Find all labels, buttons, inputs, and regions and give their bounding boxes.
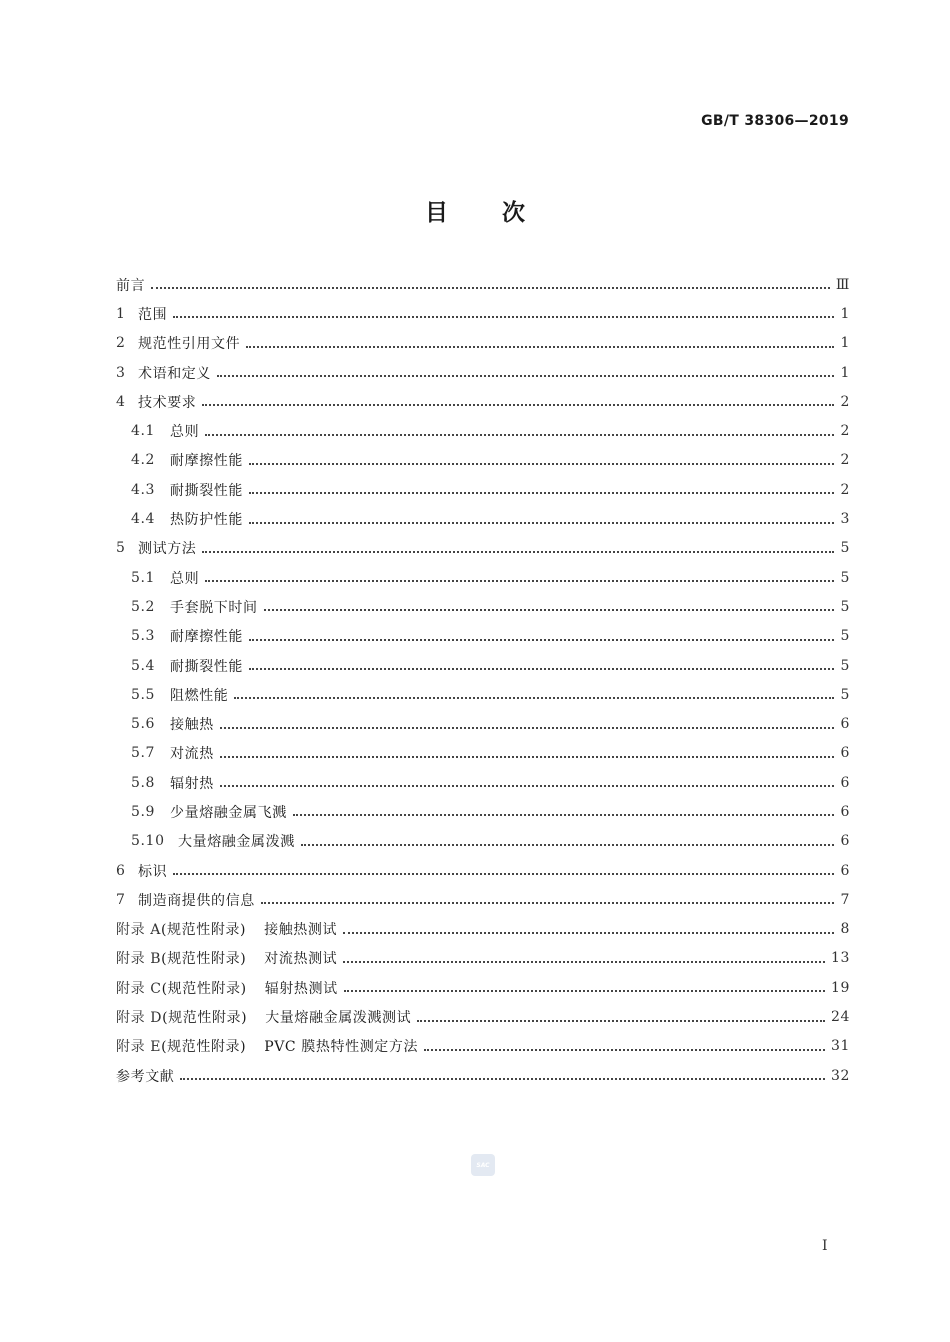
toc-entry-label: 制造商提供的信息 bbox=[138, 892, 255, 909]
toc-leader-dots bbox=[343, 960, 825, 963]
toc-entry-number: 5.4 bbox=[131, 657, 156, 674]
toc-entry-number: 4.2 bbox=[131, 452, 156, 469]
toc-entry-6[interactable] bbox=[116, 856, 850, 885]
toc-entry-5-3[interactable] bbox=[116, 622, 850, 651]
toc-entry-page: 2 bbox=[840, 423, 850, 440]
toc-entry-page: 13 bbox=[830, 950, 850, 967]
toc-entry-page: 2 bbox=[840, 393, 850, 410]
toc-entry-5-5[interactable] bbox=[116, 680, 850, 709]
toc-entry-number: 5.10 bbox=[131, 833, 165, 850]
toc-entry-label: 规范性引用文件 bbox=[138, 336, 241, 353]
toc-entry-label: 阻燃性能 bbox=[170, 687, 229, 704]
toc-entry-number: 5.9 bbox=[131, 803, 156, 820]
toc-entry-page: 1 bbox=[840, 364, 850, 381]
toc-leader-dots bbox=[261, 901, 835, 904]
toc-entry-number: 7 bbox=[116, 891, 126, 908]
toc-entry-label: PVC 膜热特性测定方法 bbox=[264, 1039, 419, 1056]
toc-leader-dots bbox=[173, 315, 834, 318]
toc-entry-number: 4.3 bbox=[131, 481, 156, 498]
toc-entry-number: 4.4 bbox=[131, 511, 156, 528]
toc-entry-number: 1 bbox=[116, 305, 126, 322]
toc-entry-page: 1 bbox=[840, 335, 850, 352]
toc-entry-label: 手套脱下时间 bbox=[170, 599, 258, 616]
page-title bbox=[0, 194, 950, 227]
toc-entry-4-4[interactable] bbox=[116, 504, 850, 533]
toc-entry-number: 3 bbox=[116, 364, 126, 381]
toc-leader-dots bbox=[220, 784, 835, 787]
toc-entry-page: 1 bbox=[840, 305, 850, 322]
page-title-char-1: 目 bbox=[425, 200, 448, 226]
toc-entry-label: 标识 bbox=[138, 863, 168, 880]
toc-entry-label: 耐摩擦性能 bbox=[170, 453, 243, 470]
toc-entry-4-2[interactable] bbox=[116, 446, 850, 475]
toc-leader-dots bbox=[246, 345, 834, 348]
toc-entry-page: 5 bbox=[840, 598, 850, 615]
toc-entry-page: 6 bbox=[840, 716, 850, 733]
toc-entry-page: 19 bbox=[830, 979, 850, 996]
toc-entry-page: 2 bbox=[840, 452, 850, 469]
toc-entry-5-7[interactable] bbox=[116, 739, 850, 768]
toc-entry-5-8[interactable] bbox=[116, 768, 850, 797]
toc-appendix-type: (规范性附录) bbox=[162, 1010, 248, 1027]
toc-entry-5-6[interactable] bbox=[116, 709, 850, 738]
toc-entry-number: 5.5 bbox=[131, 686, 156, 703]
toc-entry-4-1[interactable] bbox=[116, 416, 850, 445]
toc-entry-page: 5 bbox=[840, 569, 850, 586]
toc-entry-5-9[interactable] bbox=[116, 797, 850, 826]
toc-leader-dots bbox=[202, 403, 834, 406]
toc-entry-2[interactable] bbox=[116, 329, 850, 358]
toc-entry-number: 附录 A bbox=[116, 922, 161, 939]
toc-entry-number: 附录 B bbox=[116, 951, 162, 968]
toc-entry-appendix-e[interactable] bbox=[116, 1032, 850, 1061]
toc-entry-label: 术语和定义 bbox=[138, 365, 211, 382]
toc-entry-label: 少量熔融金属飞溅 bbox=[170, 804, 287, 821]
toc-entry-number: 附录 D bbox=[116, 1010, 163, 1027]
toc-entry-1[interactable] bbox=[116, 299, 850, 328]
toc-entry-number: 5.1 bbox=[131, 569, 156, 586]
toc-entry-label: 总则 bbox=[170, 424, 200, 441]
toc-leader-dots bbox=[344, 989, 825, 992]
toc-entry-page: 7 bbox=[840, 891, 850, 908]
toc-appendix-type: (规范性附录) bbox=[161, 951, 247, 968]
toc-appendix-type: (规范性附录) bbox=[160, 922, 247, 939]
toc-entry-number: 4 bbox=[116, 393, 126, 410]
toc-leader-dots bbox=[173, 872, 834, 875]
toc-leader-dots bbox=[424, 1048, 825, 1051]
toc-leader-dots bbox=[180, 1077, 825, 1080]
sac-watermark-logo: SAC bbox=[471, 1154, 495, 1176]
toc-leader-dots bbox=[264, 608, 835, 611]
toc-leader-dots bbox=[234, 696, 834, 699]
toc-leader-dots bbox=[249, 521, 834, 524]
toc-leader-dots bbox=[220, 726, 835, 729]
toc-entry-page: 5 bbox=[840, 540, 850, 557]
toc-entry-page: 6 bbox=[840, 862, 850, 879]
toc-leader-dots bbox=[205, 433, 834, 436]
toc-entry-number: 2 bbox=[116, 335, 126, 352]
toc-entry-appendix-b[interactable] bbox=[116, 944, 850, 973]
toc-entry-label: 参考文献 bbox=[116, 1068, 175, 1085]
toc-leader-dots bbox=[343, 931, 834, 934]
toc-entry-5-10[interactable] bbox=[116, 827, 850, 856]
toc-entry-page: 6 bbox=[840, 745, 850, 762]
toc-entry-label: 耐撕裂性能 bbox=[170, 482, 243, 499]
toc-entry-page: 5 bbox=[840, 628, 850, 645]
toc-entry-label: 总则 bbox=[170, 570, 200, 587]
toc-entry-page: 5 bbox=[840, 686, 850, 703]
toc-entry-foreword[interactable] bbox=[116, 270, 850, 299]
toc-entry-7[interactable] bbox=[116, 885, 850, 914]
toc-leader-dots bbox=[249, 491, 834, 494]
toc-leader-dots bbox=[249, 667, 834, 670]
toc-entry-number: 附录 C bbox=[116, 980, 162, 997]
toc-leader-dots bbox=[220, 755, 835, 758]
toc-entry-number: 5.2 bbox=[131, 598, 156, 615]
toc-entry-label: 范围 bbox=[138, 306, 168, 323]
toc-entry-page: 6 bbox=[840, 774, 850, 791]
toc-leader-dots bbox=[249, 638, 834, 641]
toc-entry-label: 对流热 bbox=[170, 746, 214, 763]
toc-appendix-type: (规范性附录) bbox=[161, 980, 247, 997]
table-of-contents bbox=[116, 270, 850, 1090]
toc-entry-label: 热防护性能 bbox=[170, 512, 243, 529]
toc-entry-number: 6 bbox=[116, 862, 126, 879]
toc-entry-label: 技术要求 bbox=[138, 394, 197, 411]
toc-leader-dots bbox=[205, 579, 834, 582]
toc-entry-number: 4.1 bbox=[131, 423, 156, 440]
toc-entry-page: 2 bbox=[840, 481, 850, 498]
toc-entry-number: 附录 E bbox=[116, 1039, 162, 1056]
toc-entry-page: 31 bbox=[830, 1038, 850, 1055]
toc-leader-dots bbox=[151, 286, 830, 289]
toc-entry-page: 5 bbox=[840, 657, 850, 674]
page-title-char-2: 次 bbox=[502, 200, 525, 226]
toc-entry-page: Ⅲ bbox=[835, 276, 850, 293]
toc-entry-5-4[interactable] bbox=[116, 651, 850, 680]
toc-entry-label: 前言 bbox=[116, 277, 146, 294]
toc-entry-number: 5 bbox=[116, 540, 126, 557]
toc-entry-5-2[interactable] bbox=[116, 592, 850, 621]
toc-appendix-type: (规范性附录) bbox=[161, 1039, 247, 1056]
toc-entry-number: 5.7 bbox=[131, 745, 156, 762]
toc-entry-page: 24 bbox=[830, 1009, 850, 1026]
toc-entry-5[interactable] bbox=[116, 534, 850, 563]
toc-entry-label: 接触热测试 bbox=[264, 922, 338, 939]
toc-entry-number: 5.6 bbox=[131, 716, 156, 733]
toc-entry-appendix-c[interactable] bbox=[116, 973, 850, 1002]
toc-leader-dots bbox=[217, 374, 834, 377]
toc-entry-4[interactable] bbox=[116, 387, 850, 416]
toc-entry-label: 辐射热 bbox=[170, 775, 214, 792]
toc-entry-appendix-d[interactable] bbox=[116, 1002, 850, 1031]
toc-leader-dots bbox=[249, 462, 834, 465]
toc-entry-label: 大量熔融金属泼溅 bbox=[178, 834, 295, 851]
toc-entry-page: 6 bbox=[840, 803, 850, 820]
page-number: I bbox=[822, 1238, 828, 1254]
toc-entry-bibliography[interactable] bbox=[116, 1061, 850, 1090]
toc-entry-label: 耐撕裂性能 bbox=[170, 658, 243, 675]
standard-code: GB/T 38306—2019 bbox=[701, 113, 849, 129]
toc-entry-label: 对流热测试 bbox=[264, 951, 338, 968]
toc-entry-page: 6 bbox=[840, 833, 850, 850]
toc-entry-label: 耐摩擦性能 bbox=[170, 629, 243, 646]
toc-leader-dots bbox=[202, 550, 834, 553]
toc-entry-5-1[interactable] bbox=[116, 563, 850, 592]
toc-entry-label: 接触热 bbox=[170, 717, 214, 734]
toc-entry-4-3[interactable] bbox=[116, 475, 850, 504]
toc-leader-dots bbox=[417, 1019, 825, 1022]
toc-entry-number: 5.8 bbox=[131, 774, 156, 791]
toc-entry-label: 辐射热测试 bbox=[264, 980, 338, 997]
toc-entry-3[interactable] bbox=[116, 358, 850, 387]
toc-entry-label: 大量熔融金属泼溅测试 bbox=[265, 1010, 412, 1027]
toc-entry-page: 32 bbox=[830, 1067, 850, 1084]
toc-entry-page: 3 bbox=[840, 511, 850, 528]
toc-entry-label: 测试方法 bbox=[138, 541, 197, 558]
toc-leader-dots bbox=[301, 843, 835, 846]
toc-leader-dots bbox=[293, 813, 835, 816]
toc-entry-appendix-a[interactable] bbox=[116, 915, 850, 944]
toc-entry-number: 5.3 bbox=[131, 628, 156, 645]
toc-entry-page: 8 bbox=[840, 921, 850, 938]
